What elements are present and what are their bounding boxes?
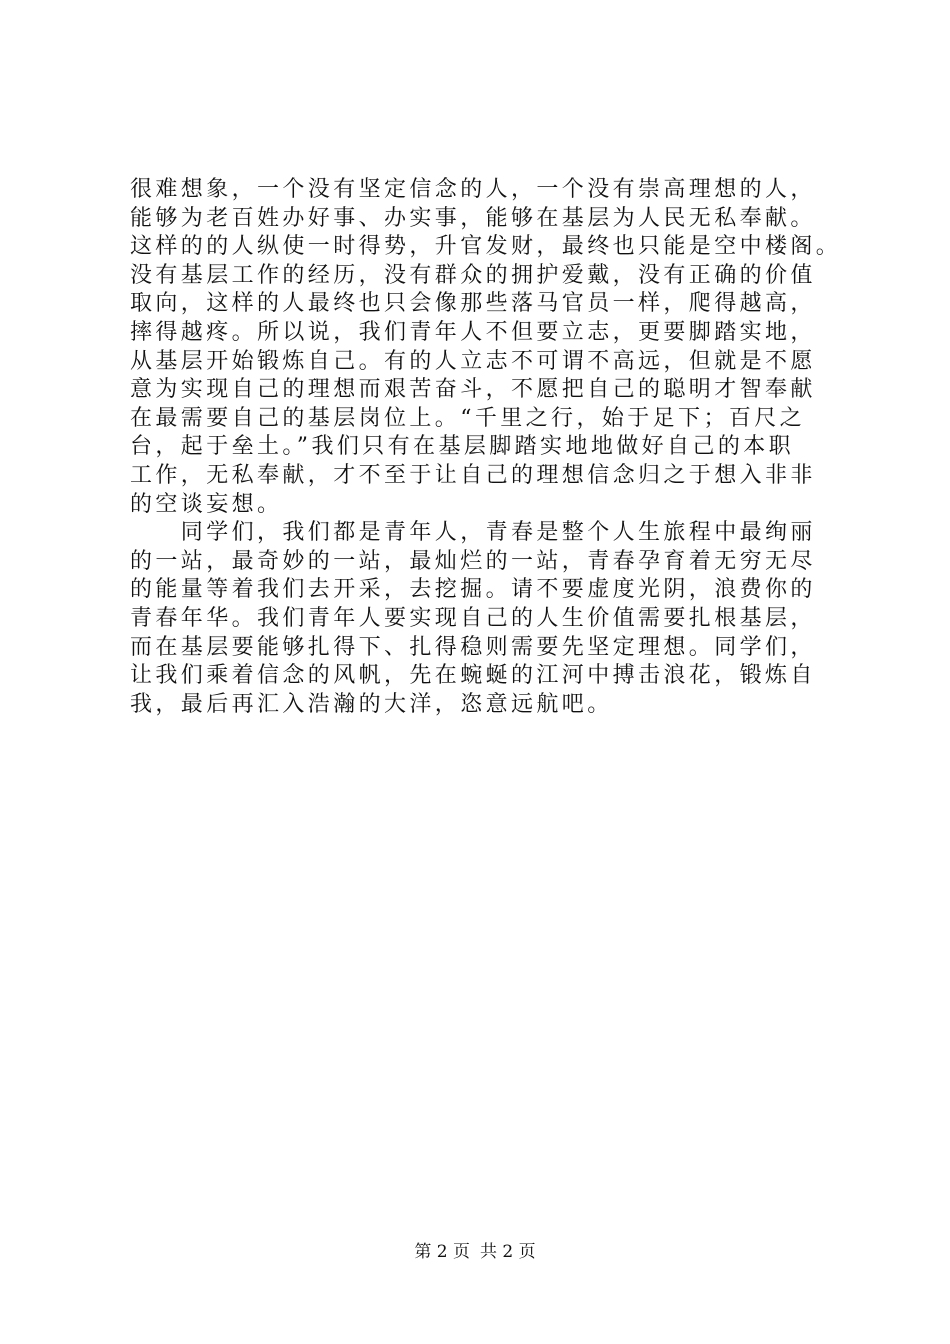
- text-line: 没有基层工作的经历，没有群众的拥护爱戴，没有正确的价值: [130, 262, 816, 288]
- text-line: 工作，无私奉献，才不至于让自己的理想信念归之于想入非非: [130, 462, 816, 488]
- text-line: 取向，这样的人最终也只会像那些落马官员一样，爬得越高，: [130, 291, 816, 317]
- page-number: 第 2 页: [414, 1242, 470, 1262]
- text-line: 而在基层要能够扎得下、扎得稳则需要先坚定理想。同学们，: [130, 634, 816, 660]
- text-line: 能够为老百姓办好事、办实事，能够在基层为人民无私奉献。: [130, 205, 816, 231]
- text-line: 的一站，最奇妙的一站，最灿烂的一站，青春孕育着无穷无尽: [130, 548, 816, 574]
- text-line: 从基层开始锻炼自己。有的人立志不可谓不高远，但就是不愿: [130, 348, 816, 374]
- text-line: 青春年华。我们青年人要实现自己的人生价值需要扎根基层，: [130, 605, 816, 631]
- page-total: 共 2 页: [480, 1242, 536, 1262]
- page-footer: [0, 1240, 950, 1264]
- text-line: 台，起于垒土。”我们只有在基层脚踏实地地做好自己的本职: [130, 434, 795, 460]
- text-line: 很难想象，一个没有坚定信念的人，一个没有崇高理想的人，: [130, 177, 816, 202]
- text-line: 我，最后再汇入浩瀚的大洋，恣意远航吧。: [130, 691, 613, 717]
- text-line: 让我们乘着信念的风帆，先在蜿蜒的江河中搏击浪花，锻炼自: [130, 663, 816, 689]
- text-line: 的空谈妄想。: [130, 491, 283, 517]
- text-line: 意为实现自己的理想而艰苦奋斗，不愿把自己的聪明才智奉献: [130, 377, 816, 403]
- text-line: 的能量等着我们去开采，去挖掘。请不要虚度光阴，浪费你的: [130, 577, 816, 603]
- body-text: [130, 176, 850, 719]
- text-line: 同学们，我们都是青年人，青春是整个人生旅程中最绚丽: [130, 520, 816, 546]
- text-line: 摔得越疼。所以说，我们青年人不但要立志，更要脚踏实地，: [130, 319, 816, 345]
- text-line: 这样的的人纵使一时得势，升官发财，最终也只能是空中楼阁。: [130, 234, 842, 260]
- text-line: 在最需要自己的基层岗位上。“千里之行，始于足下；百尺之: [130, 405, 806, 431]
